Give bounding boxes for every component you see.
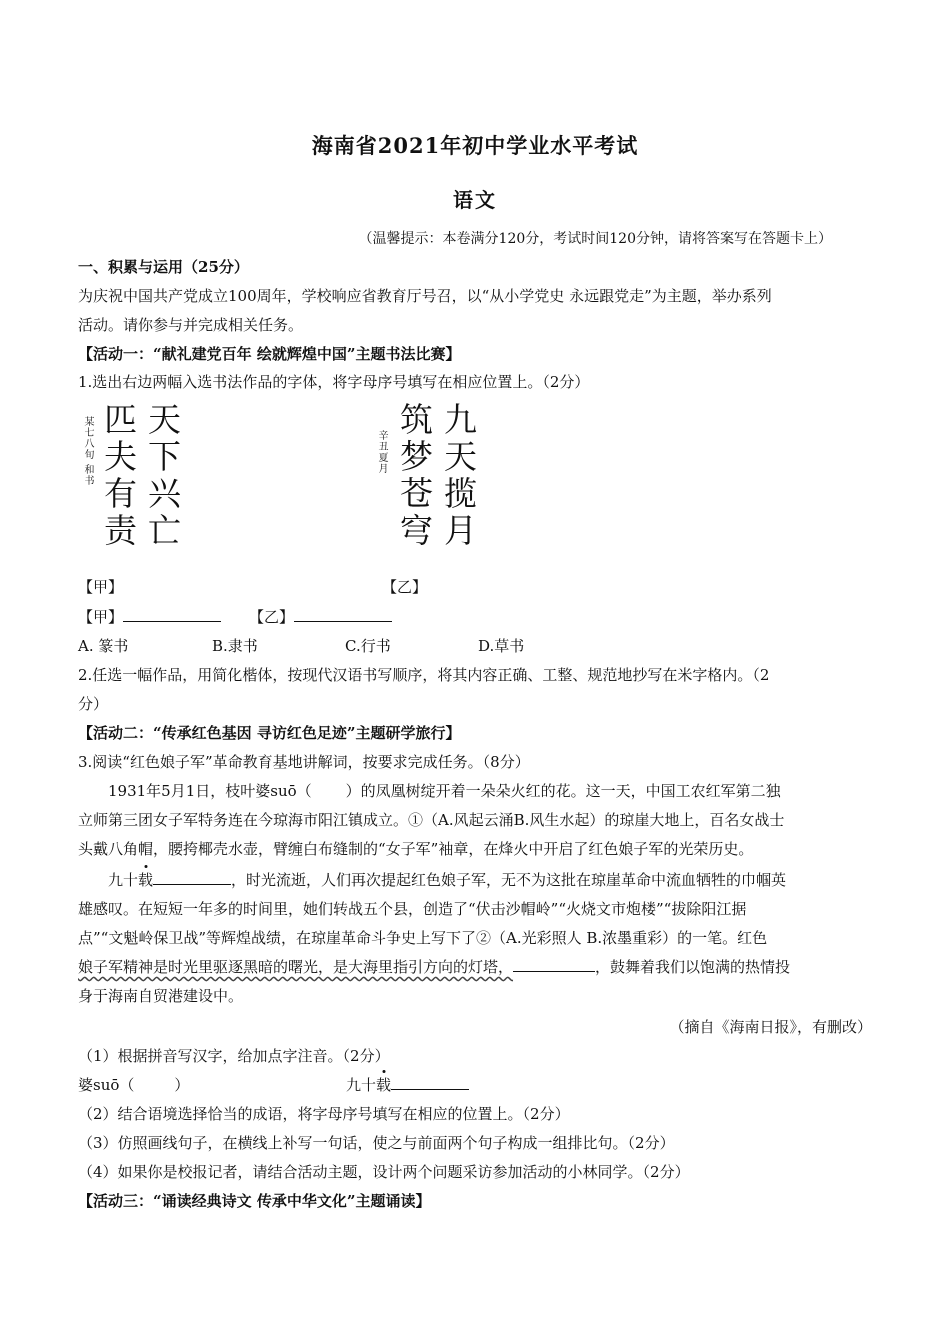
subject-title: 语文 <box>453 188 497 212</box>
exam-title: 海南省2021年初中学业水平考试 <box>311 133 639 158</box>
answer-jia-blank[interactable] <box>123 620 221 622</box>
wavy-underlined-sentence: 娘子军精神是时光里驱逐黑暗的曙光，是大海里指引方向的灯塔， <box>78 958 514 976</box>
answer-yi-blank[interactable] <box>294 620 392 622</box>
passage-p1-line-3: 头戴八角帽，腰挎椰壳水壶，臂缠白布缝制的“女子军”袖章，在烽火中开启了红色娘子军的光荣历史。 <box>78 840 754 858</box>
activity3-heading: 【活动三：“诵读经典诗文 传承中华文化”主题诵读】 <box>78 1192 431 1210</box>
suo-label: 婆suō（ <box>78 1076 135 1094</box>
section-heading: 一、积累与运用（25分） <box>78 258 249 276</box>
sub-question-1-item-a <box>78 1074 189 1095</box>
label-yi: 【乙】 <box>382 578 428 596</box>
calligraphy-jia-signature: 某七八旬 和书 <box>82 416 93 487</box>
passage-p2-line-4 <box>78 956 790 977</box>
option-b: B.隶书 <box>212 637 258 655</box>
passage-p2-line-5: 身于海南自贸港建设中。 <box>78 987 244 1005</box>
calligraphy-yi-col-left: 筑梦苍穹 <box>395 402 434 550</box>
sub-question-3: （3）仿照画线句子，在横线上补写一句话，使之与前面两个句子构成一组排比句。（2分） <box>78 1134 675 1152</box>
passage-p2-line-1 <box>108 869 786 890</box>
answer-yi-label: 【乙】 <box>249 608 295 626</box>
calligraphy-jia-col-left: 匹夫有责 <box>99 402 138 550</box>
activity1-heading: 【活动一：“献礼建党百年 绘就辉煌中国”主题书法比赛】 <box>78 345 461 363</box>
passage-p2-line-4-post: ，鼓舞着我们以饱满的热情投 <box>595 958 791 976</box>
passage-p1-line-2: 立师第三团女子军特务连在今琼海市阳江镇成立。①（A.风起云涌B.风生水起）的琼崖大地上，百名女战士 <box>78 811 785 829</box>
dotted-char-zai: 载 <box>138 871 154 889</box>
question-3: 3.阅读“红色娘子军”革命教育基地讲解词，按要求完成任务。（8分） <box>78 753 530 771</box>
sub-question-1-item-b <box>346 1074 469 1095</box>
passage-p2-post: ，时光流逝，人们再次提起红色娘子军，无不为这批在琼崖革命中流血牺牲的巾帼英 <box>231 871 787 889</box>
intro-line-2: 活动。请你参与并完成相关任务。 <box>78 316 304 334</box>
calligraphy-work-jia <box>78 402 198 552</box>
sub-question-2: （2）结合语境选择恰当的成语，将字母序号填写在相应的位置上。（2分） <box>78 1105 570 1123</box>
blank-parallel-sentence[interactable] <box>513 970 595 972</box>
dotted-char-zai-2: 载 <box>376 1076 392 1094</box>
passage-p2-pre: 九十 <box>108 871 139 889</box>
calligraphy-jia-col-right: 天下兴亡 <box>143 402 182 550</box>
answer-row <box>78 606 392 627</box>
label-jia: 【甲】 <box>78 578 124 596</box>
blank-zai[interactable] <box>153 883 231 885</box>
passage-p1-part-a: 1931年5月1日，枝叶婆suō（ <box>108 782 312 800</box>
answer-jia-label: 【甲】 <box>78 608 124 626</box>
calligraphy-yi-signature: 辛丑夏月 <box>376 430 387 474</box>
question-2-line-2: 分） <box>78 695 109 713</box>
sub-question-4: （4）如果你是校报记者，请结合活动主题，设计两个问题采访参加活动的小林同学。（2分） <box>78 1163 690 1181</box>
question-1: 1.选出右边两幅入选书法作品的字体，将字母序号填写在相应位置上。（2分） <box>78 373 590 391</box>
option-d: D.草书 <box>478 637 525 655</box>
calligraphy-work-yi <box>370 402 490 552</box>
suo-close-paren: ） <box>174 1076 190 1094</box>
zai-prefix: 九十 <box>346 1076 377 1094</box>
passage-p2-line-3: 点”“文魁岭保卫战”等辉煌战绩，在琼崖革命斗争史上写下了②（A.光彩照人 B.浓墨重彩）的一笔。红色 <box>78 929 768 947</box>
source-note: （摘自《海南日报》，有删改） <box>669 1018 872 1036</box>
exam-notice: （温馨提示：本卷满分120分，考试时间120分钟，请将答案写在答题卡上） <box>358 231 832 247</box>
question-2-line-1: 2.任选一幅作品，用简化楷体，按现代汉语书写顺序，将其内容正确、工整、规范地抄写在米字格内。（2 <box>78 666 770 684</box>
passage-p1-line-1 <box>108 780 781 801</box>
intro-line-1: 为庆祝中国共产党成立100周年，学校响应省教育厅号召，以“从小学党史 永远跟党走”为主题，举办系列 <box>78 287 772 305</box>
option-a: A. 篆书 <box>78 637 129 655</box>
passage-p2-line-2: 雄感叹。在短短一年多的时间里，她们转战五个县，创造了“伏击沙帽岭”“火烧文市炮楼”“拔除阳江据 <box>78 900 747 918</box>
option-c: C.行书 <box>345 637 391 655</box>
activity2-heading: 【活动二：“传承红色基因 寻访红色足迹”主题研学旅行】 <box>78 724 461 742</box>
sub-question-1: （1）根据拼音写汉字，给加点字注音。（2分） <box>78 1047 390 1065</box>
passage-p1-part-b: ）的凤凰树绽开着一朵朵火红的花。这一天，中国工农红军第二独 <box>345 782 781 800</box>
calligraphy-yi-col-right: 九天揽月 <box>439 402 478 550</box>
zai-answer-blank[interactable] <box>391 1088 469 1090</box>
